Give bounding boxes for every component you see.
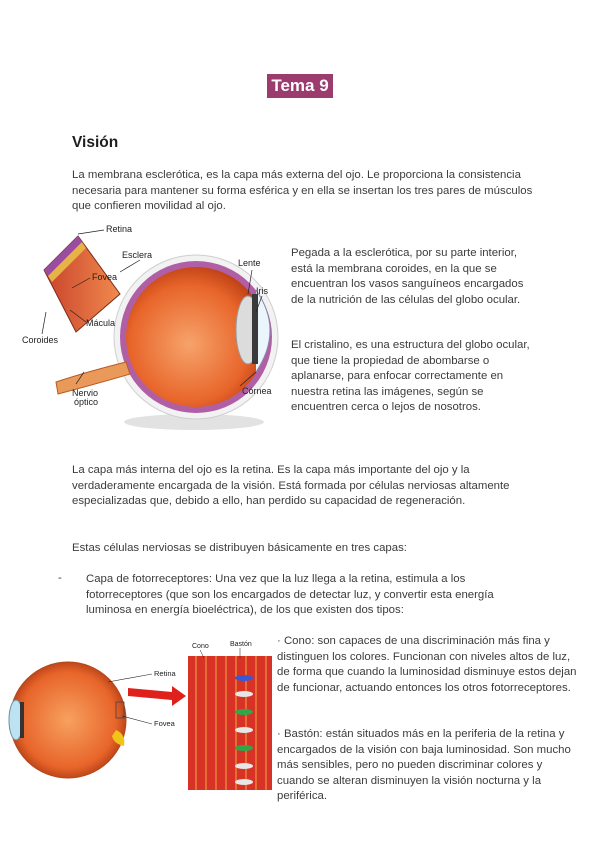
paragraph-retina: La capa más interna del ojo es la retina. Es la capa más importante del ojo y la verdaderamente encargada de la visión. Está formada por células nerviosas altamente especializadas que, debido a ello, han perdido su capacidad de regeneración. [72,464,510,508]
zoom-arrow-shape [128,686,186,706]
label-coroides: Coroides [22,335,59,345]
paragraph-coroides: Pegada a la esclerótica, por su parte interior, está la membrana coroides, en la que se encuentran los vasos sanguíneos encargados de la nutrición de las células del globo ocular. [291,247,524,306]
page-title: Tema 9 [267,74,332,98]
paragraph-baston: · Bastón: están situados más en la periferia de la retina y encargados de la visión con baja luminosidad. Son mucho más sensibles, pero no pueden discriminar colores y cuando se alteran disminuyen la visión nocturna y la periférica. [277,728,571,803]
eye-globe-shape [10,662,126,778]
paragraph-cono: · Cono: son capaces de una discriminación más fina y distinguen los colores. Funcionan con niveles altos de luz, de forma que cuando la luminosidad disminuye estos dejan de funcionar, actuando entonces los otros fotorreceptores. [277,635,577,694]
paragraph-cristalino: El cristalino, es una estructura del globo ocular, que tiene la propiedad de abombarse o aplanarse, para enfocar correctamente en nuestra retina las imágenes, según se encuentren cerca o lejos de nosotros. [291,339,530,414]
label-iris: Iris [256,286,268,296]
label-macula: Mácula [86,318,116,328]
fig2-label-retina: Retina [154,669,176,678]
paragraph-esclerotica: La membrana esclerótica, es la capa más externa del ojo. Le proporciona la consistencia necesaria para mantener su forma esférica y en ella se insertan los tres pares de músculos que confieren movilidad al ojo. [72,169,533,213]
photoreceptor-figure [4,634,276,792]
label-retina: Retina [106,224,133,234]
eye-anatomy-figure [16,222,286,437]
retina-detail-panel [188,656,272,790]
section-title: Visión [72,134,119,151]
label-nervio-2: óptico [74,397,99,407]
fig2-label-cono: Cono [192,643,209,650]
iris-shape [252,294,258,364]
label-nervio-1: Nervio [72,388,99,398]
label-cornea: Córnea [242,386,272,396]
label-fovea: Fovea [92,272,118,282]
bullet-marker: - [58,572,62,584]
fig2-label-fovea: Fovea [154,719,175,728]
fig2-label-baston: Bastón [230,641,252,648]
paragraph-fotorreceptores: Capa de fotorreceptores: Una vez que la luz llega a la retina, estimula a los fotorreceptores (que son los encargados de detectar luz, y convertir esta energía luminosa en energía bioeléctrica), de los que existen dos tipos: [86,573,494,617]
label-lente: Lente [238,258,261,268]
title-wrapper [0,74,600,98]
paragraph-capas: Estas células nerviosas se distribuyen básicamente en tres capas: [72,542,407,554]
label-esclera: Esclera [122,250,153,260]
